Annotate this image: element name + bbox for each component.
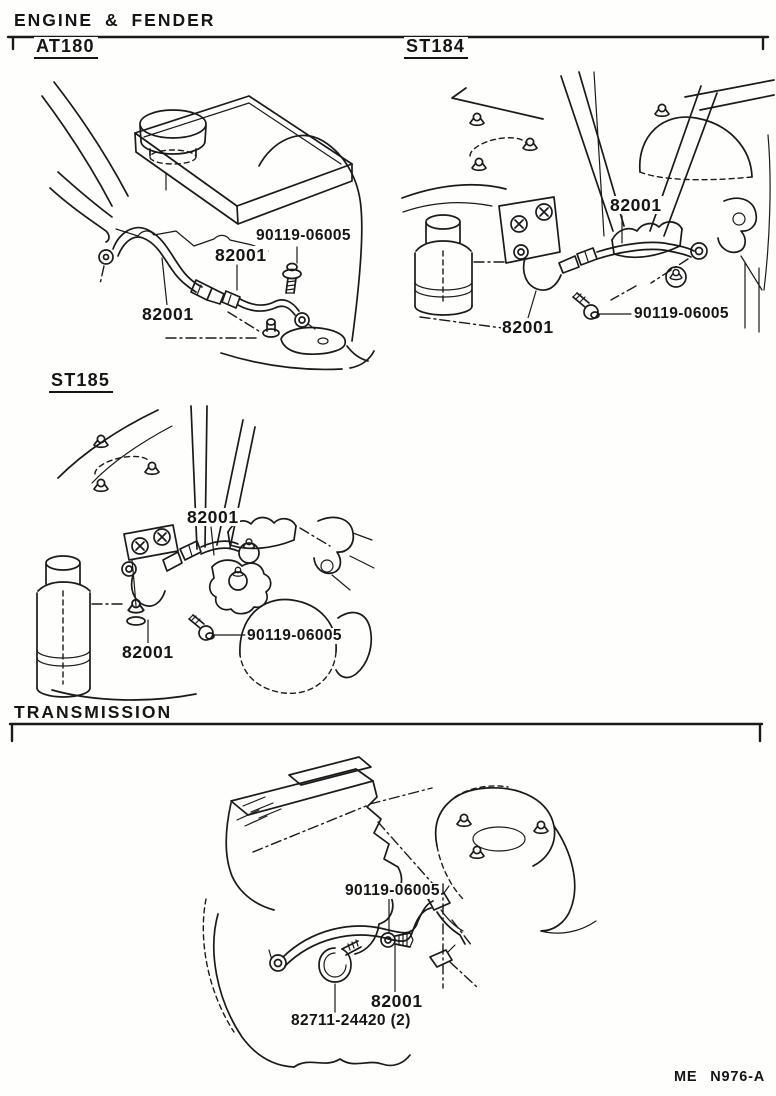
page-code: ME N976-A xyxy=(674,1069,765,1085)
trans-clamp-icon xyxy=(319,940,361,982)
st184-diagram xyxy=(402,72,774,333)
model-label-st185: ST185 xyxy=(49,371,113,393)
st185-part-label-cable: 82001 xyxy=(122,642,174,662)
at180-diagram xyxy=(42,82,374,369)
st184-tower-nuts xyxy=(470,113,537,170)
at180-part-label-bolt: 90119-06005 xyxy=(256,227,351,244)
st184-part-label-bolt: 90119-06005 xyxy=(634,305,729,322)
at180-fender-lines xyxy=(42,82,128,242)
section-rule-engine-fender xyxy=(8,37,768,49)
at180-short-wire xyxy=(222,291,315,329)
trans-wheel-well xyxy=(436,786,596,933)
at180-engine-block xyxy=(135,96,352,224)
trans-part-label-bolt: 90119-06005 xyxy=(345,882,440,899)
st185-tower-nuts xyxy=(94,435,159,491)
trans-part-label-clamp: 82711-24420 (2) xyxy=(291,1012,411,1029)
model-label-at180: AT180 xyxy=(34,37,98,59)
at180-filler-cap xyxy=(140,110,206,164)
st185-bracket-hook xyxy=(300,517,374,590)
st185-strut-bars xyxy=(191,406,296,549)
st185-part-label-wire: 82001 xyxy=(187,507,239,527)
model-label-st184: ST184 xyxy=(404,37,468,59)
at180-mount-plate xyxy=(166,312,374,369)
at180-part-label-wire: 82001 xyxy=(215,245,267,265)
st185-mount-plate xyxy=(124,525,178,606)
st184-reservoir xyxy=(415,215,540,333)
st185-body-lines xyxy=(58,410,172,483)
st185-bolt-icon xyxy=(189,615,214,640)
st185-diagram xyxy=(30,406,374,706)
st185-part-label-bolt: 90119-06005 xyxy=(247,627,342,644)
at180-ground-cable xyxy=(99,228,224,304)
at180-part-label-cable: 82001 xyxy=(142,304,194,324)
section-header-engine-fender: ENGINE & FENDER xyxy=(14,10,216,30)
st184-body-lines xyxy=(402,80,774,290)
st185-reservoir xyxy=(30,556,126,706)
trans-valve-cover xyxy=(231,757,432,852)
trans-part-label-strap: 82001 xyxy=(371,991,423,1011)
st184-mount-plate xyxy=(499,197,560,263)
st184-part-label-wire: 82001 xyxy=(610,195,662,215)
st184-bolt-icon xyxy=(573,293,599,319)
st184-strut-dome xyxy=(640,104,752,179)
section-rule-transmission xyxy=(10,724,762,741)
st184-part-label-cable: 82001 xyxy=(502,317,554,337)
st184-ground-wire xyxy=(514,242,707,300)
at180-bolt-icon xyxy=(283,264,301,294)
section-header-transmission: TRANSMISSION xyxy=(14,702,173,722)
